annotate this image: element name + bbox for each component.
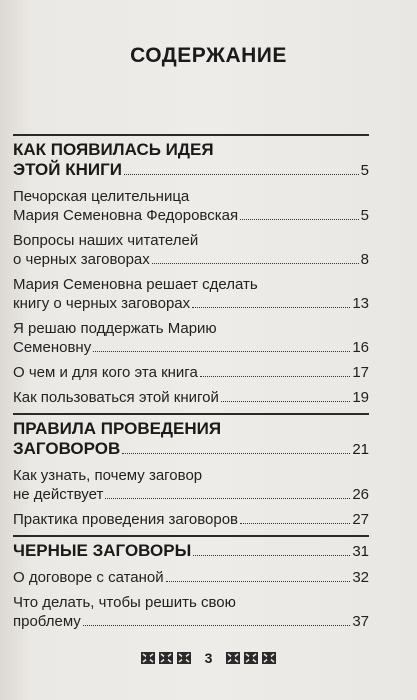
toc-entry[interactable]	[13, 319, 369, 357]
toc-entry-line: О чем и для кого эта книга	[13, 364, 198, 381]
section-heading[interactable]	[13, 541, 369, 562]
dot-leader	[152, 263, 359, 264]
toc-entry-line: о черных заговорах	[13, 251, 150, 268]
section-heading-line: ЧЕРНЫЕ ЗАГОВОРЫ	[13, 541, 192, 560]
toc-entry[interactable]	[13, 187, 369, 225]
section-heading-line: ЗАГОВОРОВ	[13, 439, 121, 458]
toc-entry[interactable]	[13, 593, 369, 631]
toc-entry-line: Семеновну	[13, 339, 92, 356]
section-page-number: 31	[352, 543, 369, 560]
toc-entry[interactable]	[13, 363, 369, 382]
dot-leader	[240, 523, 350, 524]
section-heading-line: ЭТОЙ КНИГИ	[13, 160, 122, 179]
toc-entry[interactable]	[13, 466, 369, 504]
toc-entry-page-number: 17	[352, 364, 369, 381]
toc-entry-line: книгу о черных заговорах	[13, 295, 191, 312]
dot-leader	[193, 555, 350, 556]
toc-entry-page-number: 26	[352, 486, 369, 503]
ornament-icon	[177, 652, 191, 664]
toc-entry[interactable]	[13, 510, 369, 529]
toc-entry-line: О договоре с сатаной	[13, 569, 164, 586]
ornament-icon	[141, 652, 155, 664]
ornament-icon	[159, 652, 173, 664]
toc-entry-line: проблему	[13, 613, 81, 630]
section-divider	[13, 535, 369, 537]
ornament-icon	[262, 652, 276, 664]
section-heading-line: КАК ПОЯВИЛАСЬ ИДЕЯ	[13, 140, 214, 159]
toc-entry-line: Что делать, чтобы решить свою	[13, 594, 236, 611]
ornament-left	[139, 650, 193, 666]
section-page-number: 5	[360, 162, 369, 179]
toc-entry-line: Как пользоваться этой книгой	[13, 389, 219, 406]
toc-entry-page-number: 37	[352, 613, 369, 630]
dot-leader	[105, 498, 350, 499]
toc-entry-page-number: 32	[352, 569, 369, 586]
table-of-contents	[13, 132, 369, 637]
toc-entry-line: Вопросы наших читателей	[13, 232, 199, 249]
ornament-icon	[244, 652, 258, 664]
dot-leader	[83, 625, 351, 626]
toc-entry[interactable]	[13, 275, 369, 313]
dot-leader	[221, 401, 350, 402]
dot-leader	[124, 174, 359, 175]
ornament-right	[224, 650, 278, 666]
toc-entry-page-number: 19	[352, 389, 369, 406]
section-divider	[13, 134, 369, 136]
toc-entry-line: Как узнать, почему заговор	[13, 467, 203, 484]
toc-entry-line: Практика проведения заговоров	[13, 511, 239, 528]
page-number: 3	[204, 650, 213, 666]
dot-leader	[192, 307, 350, 308]
toc-entry-line: не действует	[13, 486, 104, 503]
dot-leader	[240, 219, 359, 220]
toc-entry-page-number: 8	[360, 251, 369, 268]
section-heading[interactable]	[13, 419, 369, 460]
ornament-icon	[226, 652, 240, 664]
toc-entry-page-number: 16	[352, 339, 369, 356]
toc-entry[interactable]	[13, 231, 369, 269]
toc-entry-page-number: 5	[360, 207, 369, 224]
page-footer	[0, 650, 417, 666]
toc-entry[interactable]	[13, 568, 369, 587]
dot-leader	[122, 453, 350, 454]
page-title: СОДЕРЖАНИЕ	[130, 44, 287, 67]
toc-entry[interactable]	[13, 388, 369, 407]
section-page-number: 21	[352, 441, 369, 458]
toc-entry-line: Печорская целительница	[13, 188, 190, 205]
toc-entry-page-number: 13	[352, 295, 369, 312]
dot-leader	[166, 581, 351, 582]
dot-leader	[93, 351, 350, 352]
toc-entry-line: Мария Семеновна Федоровская	[13, 207, 239, 224]
section-heading[interactable]	[13, 140, 369, 181]
toc-entry-line: Я решаю поддержать Марию	[13, 320, 217, 337]
toc-entry-page-number: 27	[352, 511, 369, 528]
section-heading-line: ПРАВИЛА ПРОВЕДЕНИЯ	[13, 419, 222, 438]
toc-entry-line: Мария Семеновна решает сделать	[13, 276, 258, 293]
section-divider	[13, 413, 369, 415]
dot-leader	[200, 376, 351, 377]
